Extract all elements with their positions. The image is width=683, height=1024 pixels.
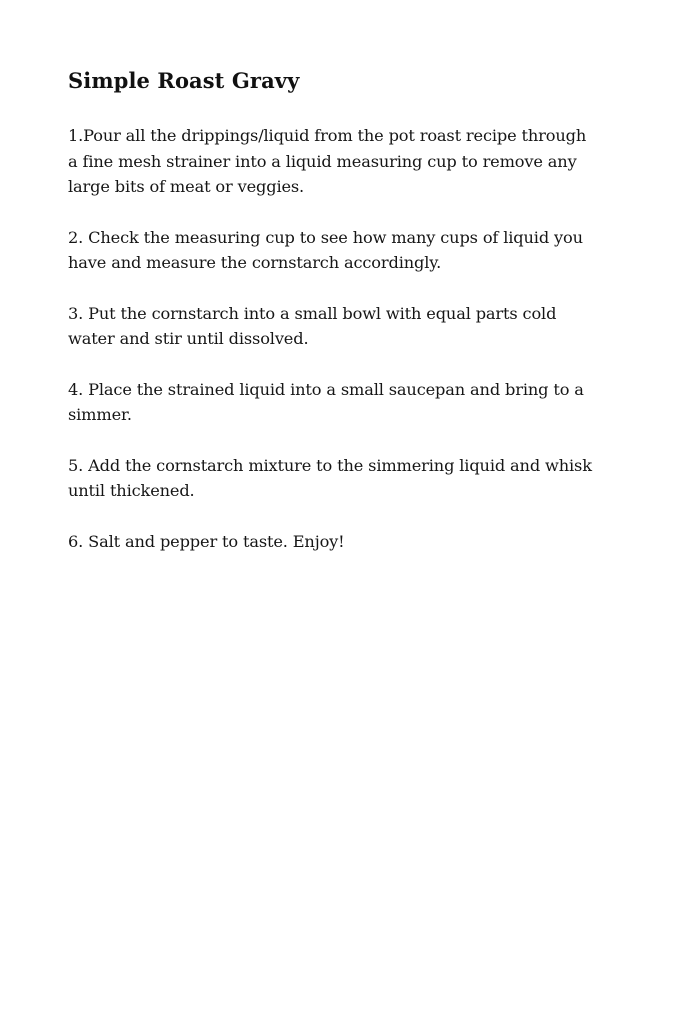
step-6 [68, 529, 648, 555]
recipe-steps-list [68, 123, 648, 579]
step-1 [68, 123, 648, 200]
step-4-line-1: 4. Place the strained liquid into a small saucepan and bring to a [68, 379, 584, 399]
step-6-line-1: 6. Salt and pepper to taste. Enjoy! [68, 531, 345, 551]
step-4 [68, 377, 648, 428]
step-1-line-1: 1.Pour all the drippings/liquid from the pot roast recipe through [68, 126, 587, 145]
step-1-line-3: large bits of meat or veggies. [68, 177, 305, 196]
step-3-line-2: water and stir until dissolved. [68, 329, 309, 348]
step-2 [68, 225, 648, 276]
step-2-line-2: have and measure the cornstarch accordingly. [68, 253, 442, 272]
step-3 [68, 301, 648, 352]
step-5-line-1: 5. Add the cornstarch mixture to the simmering liquid and whisk [68, 455, 592, 475]
recipe-title: Simple Roast Gravy [68, 68, 300, 93]
step-2-line-1: 2. Check the measuring cup to see how many cups of liquid you [68, 227, 583, 247]
step-4-line-2: simmer. [68, 405, 132, 424]
step-5 [68, 453, 648, 504]
step-3-line-1: 3. Put the cornstarch into a small bowl with equal parts cold [68, 303, 557, 323]
step-1-line-2: a fine mesh strainer into a liquid measuring cup to remove any [68, 151, 577, 171]
step-5-line-2: until thickened. [68, 481, 195, 500]
